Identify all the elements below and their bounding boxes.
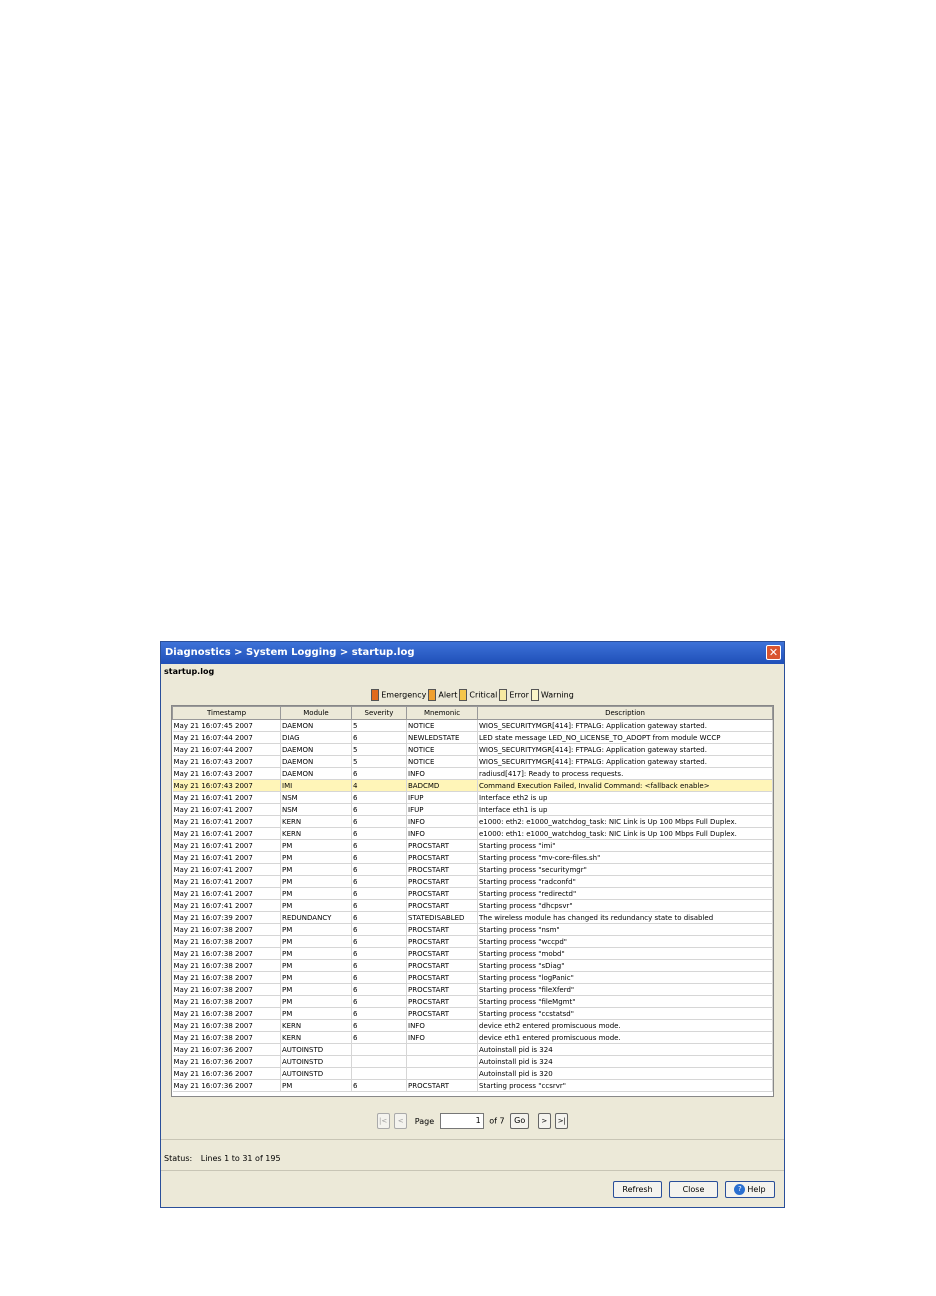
table-cell: PROCSTART [407, 1008, 478, 1020]
table-cell: May 21 16:07:41 2007 [173, 888, 281, 900]
table-cell: 6 [352, 732, 407, 744]
table-row[interactable] [173, 852, 773, 864]
table-row[interactable] [173, 792, 773, 804]
table-cell: NOTICE [407, 756, 478, 768]
table-row[interactable] [173, 1020, 773, 1032]
prev-page-button[interactable]: < [394, 1113, 407, 1129]
table-cell: May 21 16:07:38 2007 [173, 924, 281, 936]
status-text: Lines 1 to 31 of 195 [200, 1154, 281, 1163]
table-row[interactable] [173, 972, 773, 984]
table-cell: 6 [352, 792, 407, 804]
table-cell: PM [281, 948, 352, 960]
table-cell: LED state message LED_NO_LICENSE_TO_ADOPT from module WCCP [478, 732, 773, 744]
table-cell: 6 [352, 864, 407, 876]
table-cell: NEWLEDSTATE [407, 732, 478, 744]
table-cell: May 21 16:07:36 2007 [173, 1044, 281, 1056]
table-cell: KERN [281, 828, 352, 840]
table-cell: PROCSTART [407, 1080, 478, 1092]
table-cell: PROCSTART [407, 900, 478, 912]
table-row[interactable] [173, 984, 773, 996]
table-cell: Command Execution Failed, Invalid Command: <fallback enable> [478, 780, 773, 792]
table-cell: PROCSTART [407, 924, 478, 936]
legend-item [531, 689, 574, 701]
table-cell: May 21 16:07:41 2007 [173, 864, 281, 876]
table-cell: PM [281, 996, 352, 1008]
table-row[interactable] [173, 1032, 773, 1044]
table-cell: May 21 16:07:43 2007 [173, 768, 281, 780]
legend-label: Warning [540, 690, 574, 700]
table-cell: Interface eth2 is up [478, 792, 773, 804]
table-cell: 5 [352, 720, 407, 732]
table-cell: May 21 16:07:43 2007 [173, 780, 281, 792]
table-cell: 6 [352, 816, 407, 828]
table-row[interactable] [173, 900, 773, 912]
log-file-name: startup.log [164, 667, 215, 676]
table-cell: May 21 16:07:38 2007 [173, 972, 281, 984]
table-cell: e1000: eth2: e1000_watchdog_task: NIC Link is Up 100 Mbps Full Duplex. [478, 816, 773, 828]
table-cell: PM [281, 852, 352, 864]
table-cell: DAEMON [281, 768, 352, 780]
table-cell: Starting process "wccpd" [478, 936, 773, 948]
help-button[interactable] [725, 1181, 775, 1198]
table-cell: STATEDISABLED [407, 912, 478, 924]
pagination [161, 1113, 784, 1129]
table-cell: 6 [352, 1080, 407, 1092]
table-cell: Autoinstall pid is 324 [478, 1044, 773, 1056]
table-row[interactable] [173, 936, 773, 948]
legend-item [499, 689, 529, 701]
table-cell: 5 [352, 756, 407, 768]
table-row[interactable] [173, 840, 773, 852]
table-cell: PROCSTART [407, 984, 478, 996]
table-row[interactable] [173, 876, 773, 888]
table-row[interactable] [173, 816, 773, 828]
table-row[interactable] [173, 720, 773, 732]
table-cell: PROCSTART [407, 972, 478, 984]
table-cell: device eth1 entered promiscuous mode. [478, 1032, 773, 1044]
table-cell: May 21 16:07:43 2007 [173, 756, 281, 768]
log-dialog [160, 641, 785, 1208]
table-cell: May 21 16:07:41 2007 [173, 852, 281, 864]
status-bar [164, 1154, 281, 1163]
legend-swatch [428, 689, 436, 701]
table-row[interactable] [173, 864, 773, 876]
table-cell: Starting process "securitymgr" [478, 864, 773, 876]
table-row[interactable] [173, 744, 773, 756]
table-cell: WIOS_SECURITYMGR[414]: FTPALG: Application gateway started. [478, 744, 773, 756]
table-cell: Starting process "nsm" [478, 924, 773, 936]
table-cell: May 21 16:07:39 2007 [173, 912, 281, 924]
log-table[interactable] [171, 705, 774, 1097]
table-cell: 6 [352, 948, 407, 960]
table-cell: PROCSTART [407, 948, 478, 960]
table-cell: 6 [352, 1020, 407, 1032]
table-cell: Autoinstall pid is 320 [478, 1068, 773, 1080]
table-cell [352, 1068, 407, 1080]
table-cell: PROCSTART [407, 840, 478, 852]
table-cell: May 21 16:07:41 2007 [173, 840, 281, 852]
table-cell: Starting process "dhcpsvr" [478, 900, 773, 912]
table-cell: Starting process "mv-core-files.sh" [478, 852, 773, 864]
table-cell: device eth2 entered promiscuous mode. [478, 1020, 773, 1032]
table-cell: DAEMON [281, 756, 352, 768]
table-cell: Starting process "sDiag" [478, 960, 773, 972]
table-cell: PM [281, 1080, 352, 1092]
table-cell: radiusd[417]: Ready to process requests. [478, 768, 773, 780]
table-cell: 6 [352, 972, 407, 984]
table-cell: May 21 16:07:36 2007 [173, 1068, 281, 1080]
table-cell: May 21 16:07:38 2007 [173, 948, 281, 960]
table-cell: PROCSTART [407, 852, 478, 864]
table-cell: PM [281, 864, 352, 876]
table-cell [407, 1056, 478, 1068]
table-row[interactable] [173, 780, 773, 792]
legend-label: Critical [469, 690, 498, 700]
table-cell: PM [281, 936, 352, 948]
column-header[interactable]: Mnemonic [407, 707, 478, 720]
table-row[interactable] [173, 912, 773, 924]
table-cell: IFUP [407, 792, 478, 804]
table-cell: May 21 16:07:44 2007 [173, 732, 281, 744]
table-cell: PROCSTART [407, 876, 478, 888]
page-count: of 7 [489, 1116, 505, 1126]
table-row[interactable] [173, 1008, 773, 1020]
table-cell: Autoinstall pid is 324 [478, 1056, 773, 1068]
table-cell: Starting process "radconfd" [478, 876, 773, 888]
table-cell: IFUP [407, 804, 478, 816]
table-cell: PROCSTART [407, 888, 478, 900]
legend-swatch [371, 689, 379, 701]
table-cell: May 21 16:07:38 2007 [173, 1020, 281, 1032]
close-button[interactable]: Close [669, 1181, 718, 1198]
table-cell: Starting process "ccsrvr" [478, 1080, 773, 1092]
table-cell: 6 [352, 996, 407, 1008]
table-cell: May 21 16:07:38 2007 [173, 1008, 281, 1020]
severity-legend [161, 689, 784, 701]
table-cell: Starting process "logPanic" [478, 972, 773, 984]
table-cell: 6 [352, 804, 407, 816]
table-cell: KERN [281, 1032, 352, 1044]
dialog-titlebar[interactable] [161, 642, 784, 664]
table-row[interactable] [173, 888, 773, 900]
table-cell: 6 [352, 888, 407, 900]
table-cell: NSM [281, 792, 352, 804]
column-header[interactable]: Module [281, 707, 352, 720]
table-cell: 6 [352, 768, 407, 780]
table-cell: PM [281, 960, 352, 972]
help-label: Help [747, 1185, 766, 1194]
table-row[interactable] [173, 948, 773, 960]
table-cell: PM [281, 888, 352, 900]
table-header-row [173, 707, 773, 720]
table-cell: PROCSTART [407, 996, 478, 1008]
table-row[interactable] [173, 924, 773, 936]
table-row[interactable] [173, 1044, 773, 1056]
close-icon: ✕ [768, 646, 779, 659]
legend-swatch [499, 689, 507, 701]
table-row[interactable] [173, 960, 773, 972]
table-row[interactable] [173, 1080, 773, 1092]
table-cell [407, 1068, 478, 1080]
table-cell: May 21 16:07:38 2007 [173, 984, 281, 996]
legend-item [459, 689, 497, 701]
table-cell: PM [281, 900, 352, 912]
table-cell: PM [281, 972, 352, 984]
table-cell: PROCSTART [407, 864, 478, 876]
go-button[interactable]: Go [510, 1113, 529, 1129]
table-cell: May 21 16:07:41 2007 [173, 828, 281, 840]
table-cell: 4 [352, 780, 407, 792]
table-cell: WIOS_SECURITYMGR[414]: FTPALG: Application gateway started. [478, 720, 773, 732]
table-cell: Starting process "fileMgmt" [478, 996, 773, 1008]
table-row[interactable] [173, 1068, 773, 1080]
table-cell: INFO [407, 816, 478, 828]
legend-item [428, 689, 457, 701]
dialog-title: Diagnostics > System Logging > startup.log [165, 647, 415, 658]
page-label: Page [414, 1116, 435, 1126]
table-cell: NSM [281, 804, 352, 816]
table-cell: PM [281, 924, 352, 936]
table-cell: KERN [281, 1020, 352, 1032]
table-cell: 5 [352, 744, 407, 756]
table-cell: May 21 16:07:41 2007 [173, 900, 281, 912]
first-page-button[interactable]: |< [377, 1113, 390, 1129]
table-row[interactable] [173, 768, 773, 780]
divider [161, 1139, 784, 1140]
close-window-button[interactable] [766, 645, 781, 660]
table-cell: INFO [407, 1032, 478, 1044]
table-cell: PROCSTART [407, 960, 478, 972]
table-cell: Starting process "redirectd" [478, 888, 773, 900]
table-cell: INFO [407, 828, 478, 840]
table-cell: Starting process "imi" [478, 840, 773, 852]
table-cell: NOTICE [407, 744, 478, 756]
table-cell: 6 [352, 840, 407, 852]
help-icon: ? [734, 1184, 745, 1195]
table-cell: May 21 16:07:36 2007 [173, 1056, 281, 1068]
table-row[interactable] [173, 804, 773, 816]
table-cell: 6 [352, 960, 407, 972]
table-cell: Starting process "ccstatsd" [478, 1008, 773, 1020]
table-row[interactable] [173, 996, 773, 1008]
table-cell: May 21 16:07:41 2007 [173, 876, 281, 888]
table-cell: May 21 16:07:45 2007 [173, 720, 281, 732]
table-cell: May 21 16:07:36 2007 [173, 1080, 281, 1092]
table-cell: 6 [352, 936, 407, 948]
legend-swatch [531, 689, 539, 701]
table-cell: 6 [352, 1032, 407, 1044]
table-cell: BADCMD [407, 780, 478, 792]
table-cell: AUTOINSTD [281, 1056, 352, 1068]
table-cell: DIAG [281, 732, 352, 744]
table-cell: May 21 16:07:41 2007 [173, 804, 281, 816]
table-cell: May 21 16:07:38 2007 [173, 960, 281, 972]
table-cell: PM [281, 1008, 352, 1020]
table-cell: Starting process "mobd" [478, 948, 773, 960]
table-row[interactable] [173, 828, 773, 840]
table-cell: 6 [352, 1008, 407, 1020]
table-cell: NOTICE [407, 720, 478, 732]
table-cell: May 21 16:07:38 2007 [173, 1032, 281, 1044]
table-cell: PM [281, 984, 352, 996]
table-cell: PM [281, 840, 352, 852]
status-label: Status: [164, 1154, 193, 1163]
table-cell: 6 [352, 984, 407, 996]
divider [161, 1170, 784, 1171]
legend-label: Alert [438, 690, 458, 700]
table-row[interactable] [173, 756, 773, 768]
column-header[interactable]: Timestamp [173, 707, 281, 720]
table-cell: May 21 16:07:41 2007 [173, 816, 281, 828]
legend-swatch [459, 689, 467, 701]
table-cell [352, 1056, 407, 1068]
table-cell: May 21 16:07:44 2007 [173, 744, 281, 756]
legend-item [371, 689, 426, 701]
table-cell: May 21 16:07:41 2007 [173, 792, 281, 804]
table-cell: May 21 16:07:38 2007 [173, 996, 281, 1008]
table-cell [352, 1044, 407, 1056]
table-cell: Starting process "fileXferd" [478, 984, 773, 996]
column-header[interactable]: Description [478, 707, 773, 720]
table-cell: 6 [352, 924, 407, 936]
table-cell: 6 [352, 912, 407, 924]
table-cell: IMI [281, 780, 352, 792]
table-cell: KERN [281, 816, 352, 828]
page-number-input[interactable]: 1 [440, 1113, 484, 1129]
table-row[interactable] [173, 732, 773, 744]
refresh-button[interactable]: Refresh [613, 1181, 662, 1198]
table-cell: PM [281, 876, 352, 888]
table-cell: INFO [407, 768, 478, 780]
last-page-button[interactable]: >| [555, 1113, 568, 1129]
table-row[interactable] [173, 1056, 773, 1068]
column-header[interactable]: Severity [352, 707, 407, 720]
table-cell: INFO [407, 1020, 478, 1032]
legend-label: Error [509, 690, 529, 700]
table-cell: May 21 16:07:38 2007 [173, 936, 281, 948]
table-cell: e1000: eth1: e1000_watchdog_task: NIC Link is Up 100 Mbps Full Duplex. [478, 828, 773, 840]
table-cell: PROCSTART [407, 936, 478, 948]
table-cell: REDUNDANCY [281, 912, 352, 924]
table-cell: 6 [352, 852, 407, 864]
table-cell: AUTOINSTD [281, 1044, 352, 1056]
table-cell: 6 [352, 876, 407, 888]
table-cell: DAEMON [281, 720, 352, 732]
table-cell: The wireless module has changed its redundancy state to disabled [478, 912, 773, 924]
table-cell: Interface eth1 is up [478, 804, 773, 816]
table-cell: DAEMON [281, 744, 352, 756]
table-cell: WIOS_SECURITYMGR[414]: FTPALG: Application gateway started. [478, 756, 773, 768]
table-cell: 6 [352, 900, 407, 912]
table-cell: AUTOINSTD [281, 1068, 352, 1080]
next-page-button[interactable]: > [538, 1113, 551, 1129]
table-cell [407, 1044, 478, 1056]
table-cell: 6 [352, 828, 407, 840]
legend-label: Emergency [381, 690, 427, 700]
